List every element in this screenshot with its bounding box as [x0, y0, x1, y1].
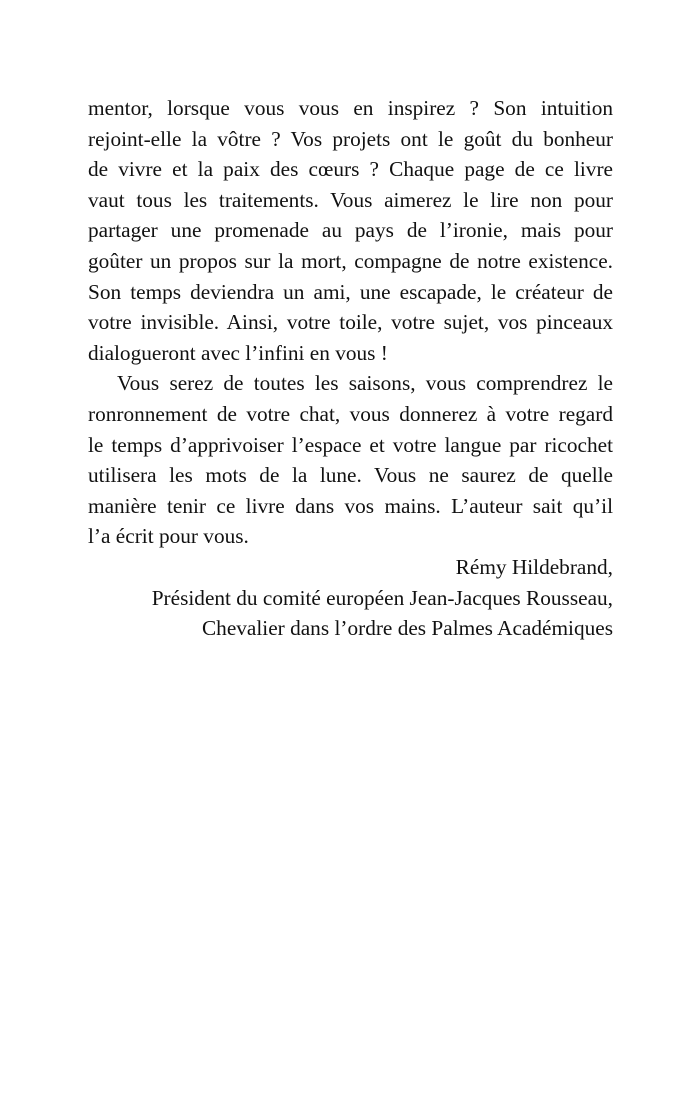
text-line: mentor, lorsque vous vous en inspirez ? Son intuition: [88, 96, 613, 120]
text-line: rejoint-elle la vôtre ? Vos projets ont le goût du bonheur: [88, 126, 613, 151]
text-line: le temps d’apprivoiser l’espace et votre langue par ricochet: [88, 432, 613, 457]
text-line: Son temps deviendra un ami, une escapade, le créateur de: [88, 279, 613, 304]
text-line: partager une promenade au pays de l’ironie, mais pour: [88, 218, 613, 243]
document-page: [88, 93, 613, 644]
text-line: utilisera les mots de la lune. Vous ne saurez de quelle: [88, 463, 613, 488]
text-line: vaut tous les traitements. Vous aimerez le lire non pour: [88, 187, 613, 212]
text-line: manière tenir ce livre dans vos mains. L’auteur sait qu’il: [88, 493, 613, 518]
signature-title: Chevalier dans l’ordre des Palmes Académiques: [201, 616, 613, 641]
text-line: dialogueront avec l’infini en vous !: [88, 340, 388, 365]
text-line: votre invisible. Ainsi, votre toile, votre sujet, vos pinceaux: [88, 310, 613, 335]
text-line: goûter un propos sur la mort, compagne de notre existence.: [88, 248, 613, 273]
text-line: ronronnement de votre chat, vous donnerez à votre regard: [88, 401, 613, 426]
signature-title: Président du comité européen Jean-Jacques Rousseau,: [151, 585, 613, 610]
paragraph-2: [88, 368, 613, 552]
paragraph-1: [88, 93, 613, 368]
signature-name: Rémy Hildebrand,: [455, 554, 613, 579]
text-line: de vivre et la paix des cœurs ? Chaque page de ce livre: [88, 157, 613, 182]
text-line: l’a écrit pour vous.: [88, 524, 249, 549]
text-line: Vous serez de toutes les saisons, vous comprendrez le: [117, 371, 613, 396]
signature-block: [88, 552, 613, 644]
